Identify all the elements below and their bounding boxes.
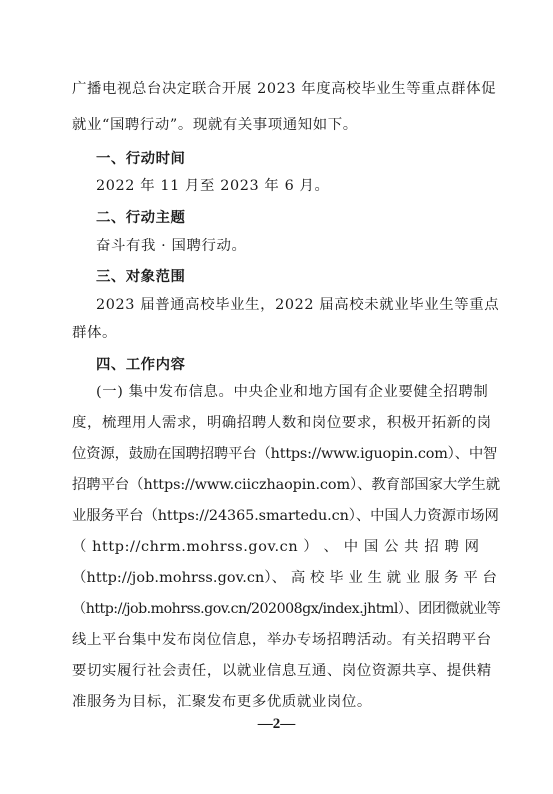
body-text-line: (一) 集中发布信息。中央企业和地方国有企业要健全招聘制 — [96, 384, 489, 400]
body-text-line: 就业“国聘行动”。现就有关事项通知如下。 — [72, 117, 358, 133]
body-text-line: 招聘平台（https://www.ciiczhaopin.com）、教育部国家大学生就 — [72, 477, 500, 493]
body-text-line: 准服务为目标，汇聚发布更多优质就业岗位。 — [72, 694, 372, 710]
body-text-line: 度，梳理用人需求，明确招聘人数和岗位要求，积极开拓新的岗 — [72, 415, 492, 431]
body-text-line: 要切实履行社会责任，以就业信息互通、岗位资源共享、提供精 — [72, 663, 492, 679]
body-text-line: （http://job.mohrss.gov.cn/202008gx/index.jhtml）、团团微就业等 — [72, 601, 501, 617]
body-text-line: （ http://chrm.mohrss.gov.cn ） 、 中 国 公 共 招 聘 网 — [72, 539, 480, 555]
body-text-line: 广播电视总台决定联合开展 2023 年度高校毕业生等重点群体促 — [72, 81, 497, 97]
body-text-line: 线上平台集中发布岗位信息，举办专场招聘活动。有关招聘平台 — [72, 632, 492, 648]
body-text-line: 奋斗有我 · 国聘行动。 — [96, 238, 247, 254]
section-heading: 四、工作内容 — [96, 357, 186, 373]
body-text-line: 群体。 — [72, 325, 117, 341]
body-text-line: 2023 届普通高校毕业生，2022 届高校未就业毕业生等重点 — [96, 297, 500, 313]
body-text-line: 业服务平台（https://24365.smartedu.cn）、中国人力资源市场网 — [72, 508, 499, 524]
section-heading: 三、对象范围 — [96, 269, 186, 285]
section-heading: 二、行动主题 — [96, 210, 186, 226]
body-text-line: （http://job.mohrss.gov.cn）、 高 校 毕 业 生 就 业 服 务 平 台 — [72, 570, 497, 586]
body-text-line: 2022 年 11 月至 2023 年 6 月。 — [96, 178, 330, 194]
section-heading: 一、行动时间 — [96, 151, 186, 167]
body-text-line: 位资源，鼓励在国聘招聘平台（https://www.iguopin.com）、中智 — [72, 446, 498, 462]
page-number: —2— — [257, 716, 296, 732]
